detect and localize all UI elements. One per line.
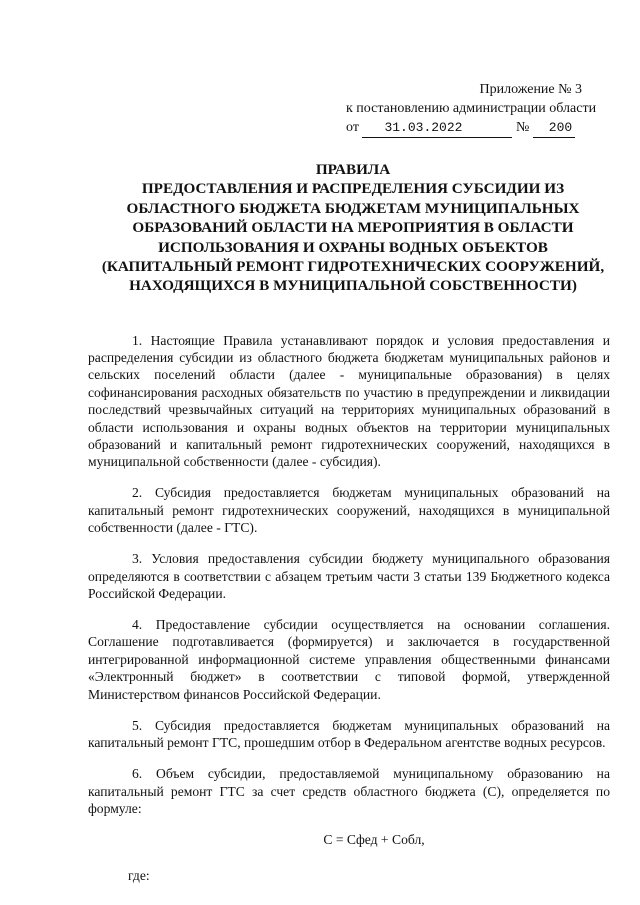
title-line: ОБЛАСТНОГО БЮДЖЕТА БЮДЖЕТАМ МУНИЦИПАЛЬНЫХ: [126, 199, 580, 217]
title-line: ОБРАЗОВАНИЙ ОБЛАСТИ НА МЕРОПРИЯТИЯ В ОБЛАСТИ: [132, 219, 574, 237]
appendix-label: Приложение № 3: [479, 82, 582, 97]
resolution-date-number: [340, 118, 620, 138]
subsidy-formula: С = Сфед + Собл,: [323, 832, 425, 848]
document-body: [88, 318, 610, 884]
paragraph-6: 6. Объем субсидии, предоставляемой муниципальному образованию на капитальный ремонт ГТС за счет средств областного бюджета (С), определяется по формуле:: [88, 766, 610, 816]
title-line: НАХОДЯЩИХСЯ В МУНИЦИПАЛЬНОЙ СОБСТВЕННОСТИ): [129, 277, 577, 295]
appendix-header: [340, 80, 620, 138]
title-line: ПРЕДОСТАВЛЕНИЯ И РАСПРЕДЕЛЕНИЯ СУБСИДИИ ИЗ: [141, 180, 565, 198]
title-line: (КАПИТАЛЬНЫЙ РЕМОНТ ГИДРОТЕХНИЧЕСКИХ СООРУЖЕНИЙ,: [101, 258, 605, 276]
paragraph-5: 5. Субсидия предоставляется бюджетам муниципальных образований на капитальный ремонт ГТС, прошедшим отбор в Федеральном агентстве водных ресурсов.: [88, 717, 610, 751]
document-title: [88, 160, 618, 296]
paragraph-4: 4. Предоставление субсидии осуществляется на основании соглашения. Соглашение подготавливается (формируется) и заключается в государственной интегрированной информационной системе управления общественными финансами «Электронный бюджет» в соответствии с типовой формой, утвержденной Министерством финансов Российской Федерации.: [88, 617, 610, 702]
where-label: где:: [128, 867, 150, 883]
resolution-reference: к постановлению администрации области: [346, 101, 597, 116]
number-label: №: [515, 120, 530, 135]
title-line: ПРАВИЛА: [315, 161, 391, 178]
from-label: от: [346, 120, 359, 135]
resolution-date: 31.03.2022: [362, 118, 512, 138]
resolution-number: 200: [533, 118, 575, 138]
paragraph-1: 1. Настоящие Правила устанавливают порядок и условия предоставления и распределения субсидии из областного бюджета бюджетам муниципальных районов и сельских поселений области (далее - муниципальные образования) в целях софинансирования расходных обязательств по участию в предупреждении и ликвидации последствий чрезвычайных ситуаций на территориях муниципальных образований в области использования и охраны водных объектов на территории муниципальных образований и капитальный ремонт гидротехнических сооружений, находящихся в муниципальной собственности (далее - субсидия).: [88, 332, 610, 470]
paragraph-3: 3. Условия предоставления субсидии бюджету муниципального образования определяются в соответствии с абзацем третьим части 3 статьи 139 Бюджетного кодекса Российской Федерации.: [88, 551, 610, 602]
paragraph-2: 2. Субсидия предоставляется бюджетам муниципальных образований на капитальный ремонт гидротехнических сооружений, находящихся в муниципальной собственности (далее - ГТС).: [88, 485, 610, 536]
title-line: ИСПОЛЬЗОВАНИЯ И ОХРАНЫ ВОДНЫХ ОБЪЕКТОВ: [158, 238, 548, 256]
